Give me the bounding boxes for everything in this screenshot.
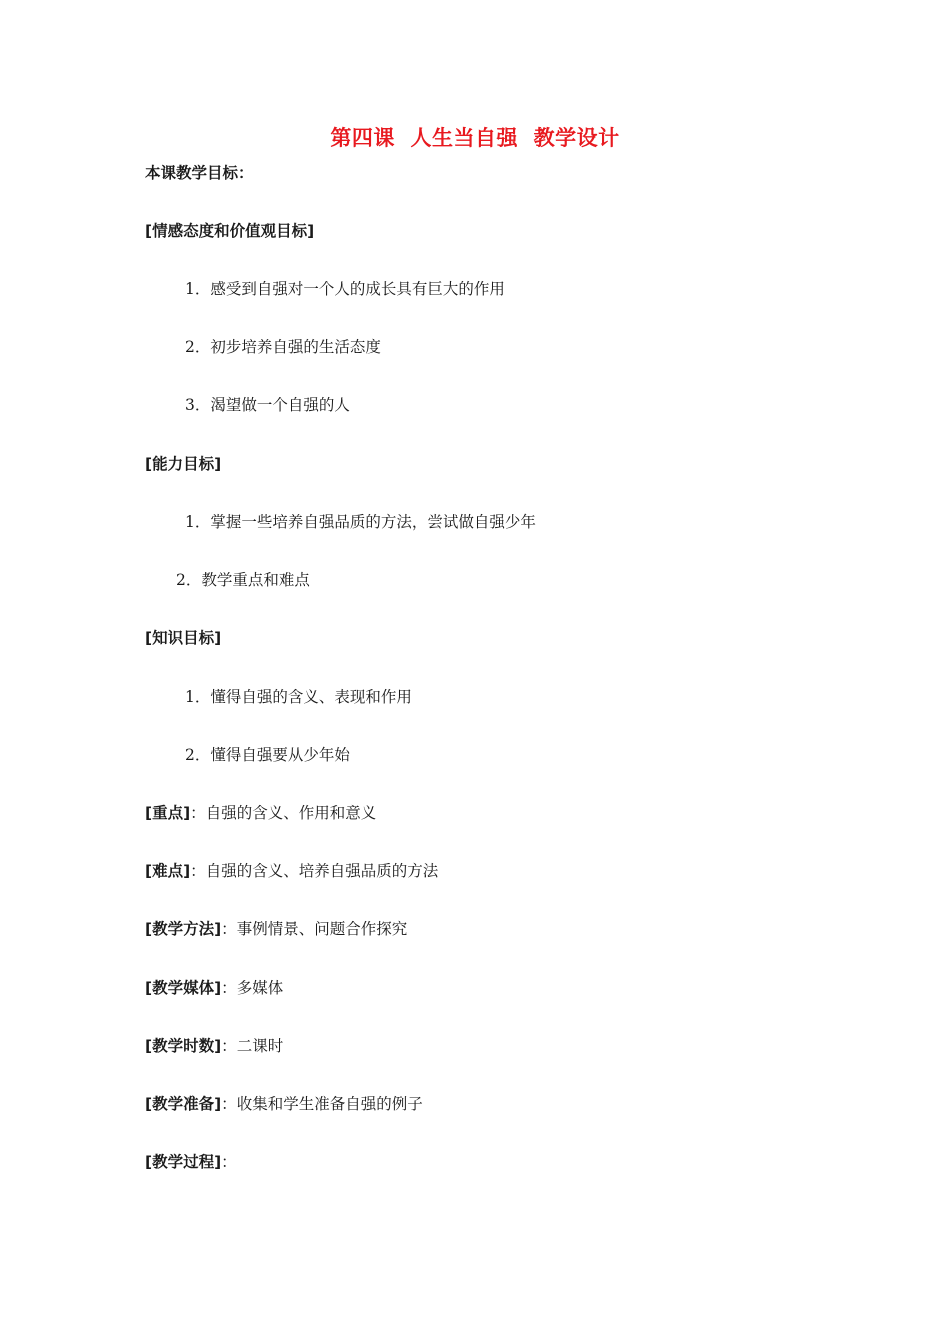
field-separator: ：	[190, 804, 206, 822]
field-key-point	[145, 802, 376, 824]
field-value: 自强的含义、培养自强品质的方法	[205, 862, 439, 880]
field-label: [重点]	[145, 804, 191, 822]
field-label: [教学时数]	[145, 1037, 222, 1055]
emotion-item: 1．感受到自强对一个人的成长具有巨大的作用	[185, 280, 505, 298]
field-teaching-media	[145, 977, 283, 999]
emotion-item: 2．初步培养自强的生活态度	[185, 338, 381, 356]
field-value: 收集和学生准备自强的例子	[236, 1095, 423, 1113]
field-value: 二课时	[236, 1037, 284, 1055]
emotion-heading: [情感态度和价值观目标]	[145, 222, 315, 240]
field-label: [教学准备]	[145, 1095, 222, 1113]
field-difficulty	[145, 860, 438, 882]
field-separator: ：	[221, 1095, 237, 1113]
field-value: 多媒体	[236, 979, 284, 997]
field-label: [教学过程]	[145, 1153, 222, 1171]
field-teaching-preparation	[145, 1093, 423, 1115]
field-teaching-method	[145, 918, 407, 940]
field-separator: ：	[221, 1153, 237, 1171]
field-label: [教学方法]	[145, 920, 222, 938]
knowledge-item: 2．懂得自强要从少年始	[185, 746, 350, 764]
knowledge-heading: [知识目标]	[145, 629, 222, 647]
field-label: [难点]	[145, 862, 191, 880]
ability-item: 1．掌握一些培养自强品质的方法，尝试做自强少年	[185, 513, 536, 531]
field-separator: ：	[221, 920, 237, 938]
emotion-item: 3．渴望做一个自强的人	[185, 396, 350, 414]
field-separator: ：	[221, 1037, 237, 1055]
field-value: 事例情景、问题合作探究	[236, 920, 408, 938]
knowledge-item: 1．懂得自强的含义、表现和作用	[185, 688, 412, 706]
field-teaching-process	[145, 1151, 237, 1173]
field-teaching-hours	[145, 1035, 283, 1057]
field-value: 自强的含义、作用和意义	[205, 804, 377, 822]
ability-item: 2．教学重点和难点	[176, 571, 310, 589]
field-separator: ：	[221, 979, 237, 997]
ability-heading: [能力目标]	[145, 455, 222, 473]
field-separator: ：	[190, 862, 206, 880]
field-label: [教学媒体]	[145, 979, 222, 997]
document-title: 第四课 人生当自强 教学设计	[330, 126, 620, 150]
objectives-heading: 本课教学目标：	[145, 164, 254, 182]
